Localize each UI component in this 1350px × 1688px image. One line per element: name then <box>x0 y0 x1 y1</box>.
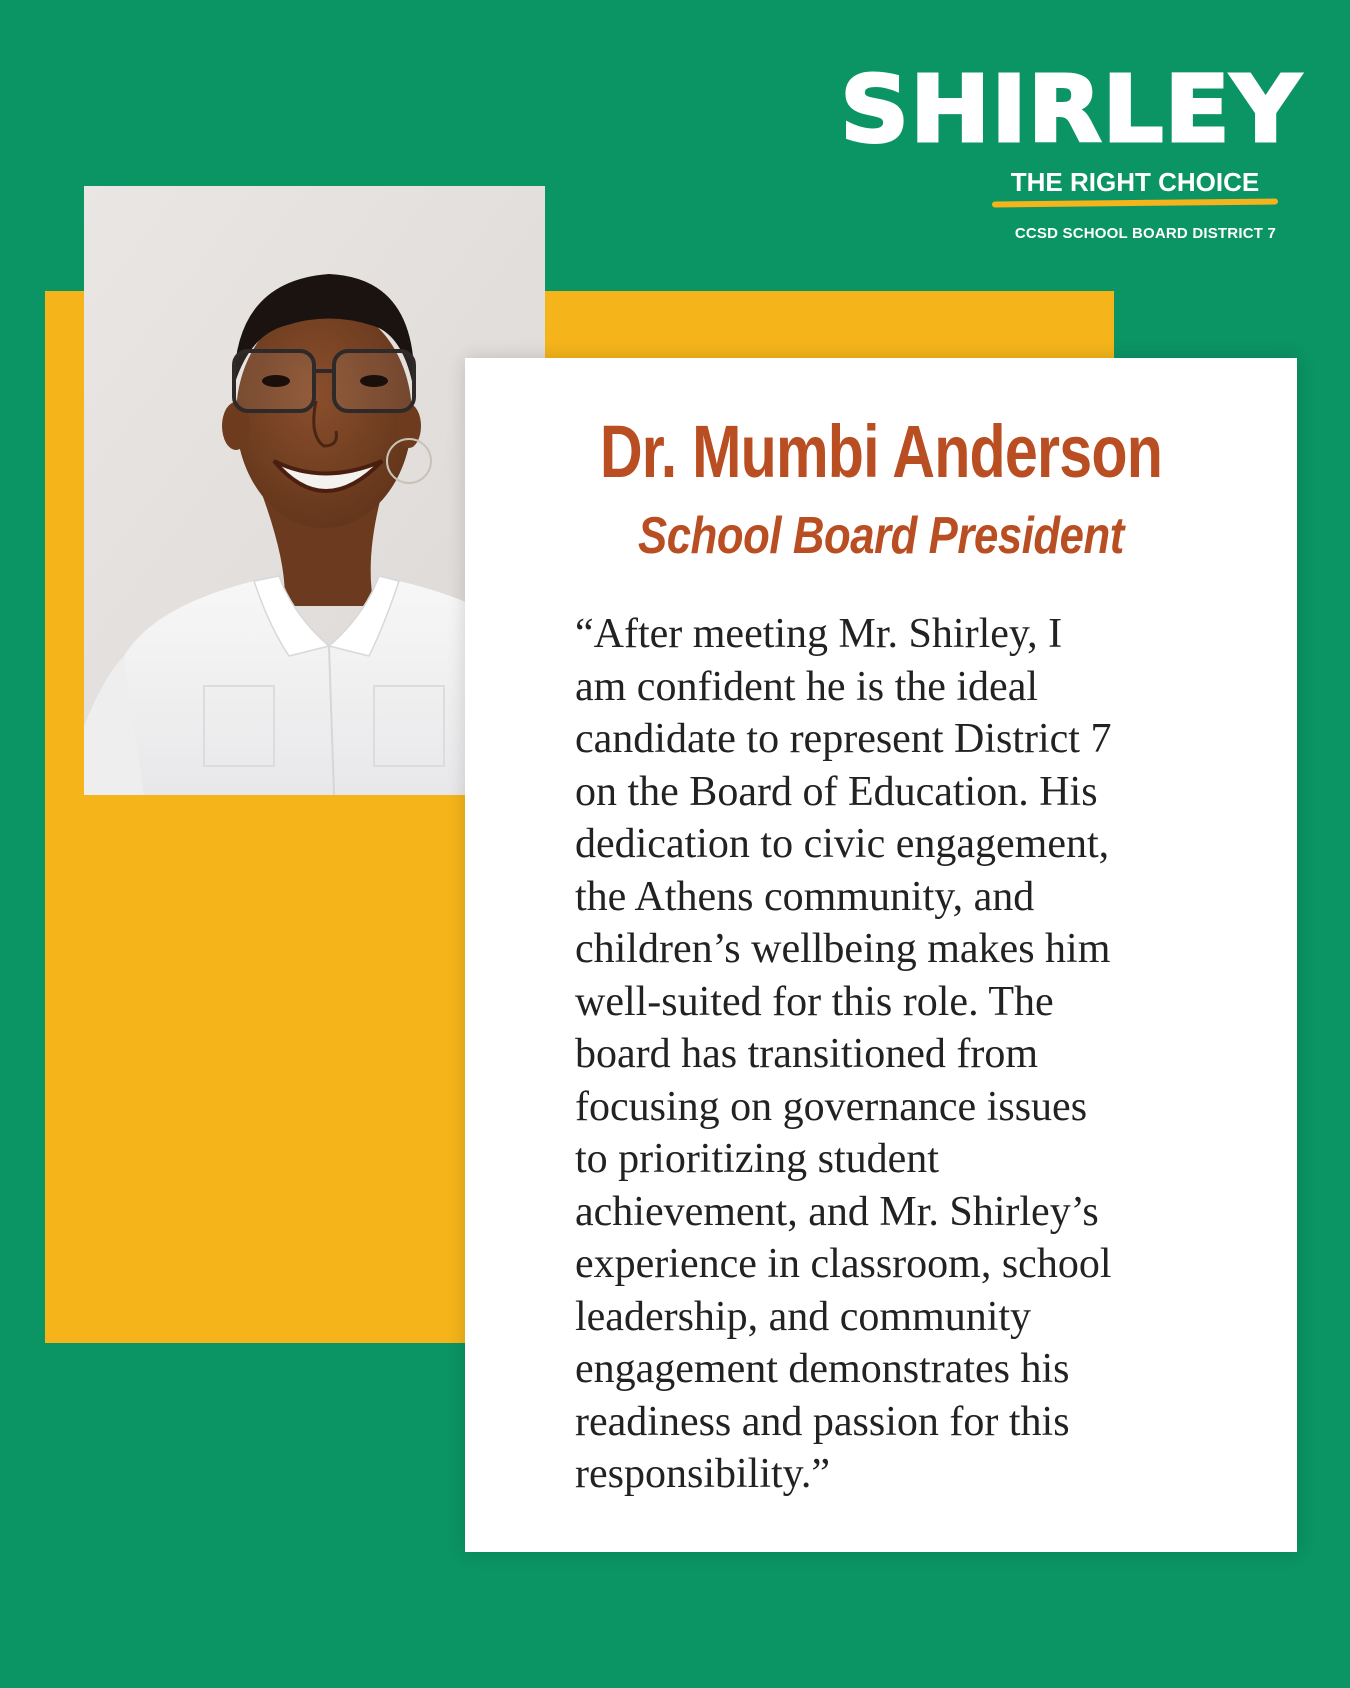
candidate-name-logo: SHIRLEY <box>840 56 1302 163</box>
tagline-underline <box>992 199 1278 208</box>
endorsement-quote: “After meeting Mr. Shirley, I am confident he is the ideal candidate to represent District 7 on the Board of Education. His dedication to civic engagement, the Athens community, and children’s wellbeing makes him well-suited for this role. The board has transitioned from focusing on governance issues to prioritizing student achievement, and Mr. Shirley’s experience in classroom, school leadership, and community engagement demonstrates his readiness and passion for this responsibility.” <box>575 611 1112 1497</box>
endorsement-card <box>465 358 1297 1552</box>
endorser-title: School Board President <box>638 507 1124 565</box>
district-label: CCSD SCHOOL BOARD DISTRICT 7 <box>1014 225 1276 242</box>
campaign-tagline: THE RIGHT CHOICE <box>1010 167 1260 197</box>
campaign-logo <box>800 56 1320 250</box>
endorser-name: Dr. Mumbi Anderson <box>599 410 1163 493</box>
